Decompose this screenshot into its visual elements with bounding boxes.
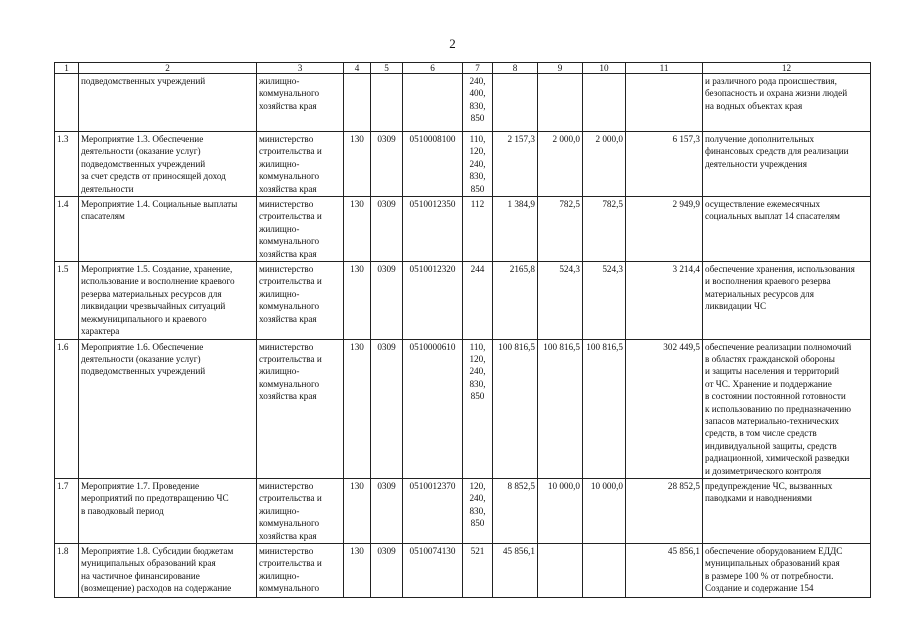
amount-year3: 2 000,0 — [583, 132, 626, 197]
section-code: 0309 — [371, 262, 403, 339]
column-number-row — [55, 63, 871, 74]
amount-total: 2 949,9 — [626, 197, 703, 262]
amount-year2: 2 000,0 — [538, 132, 583, 197]
amount-total: 3 214,4 — [626, 262, 703, 339]
expected-result: обеспечение оборудованием ЕДДС муниципальных образований края в размере 100 % от потребности. Создание и содержание 154 — [703, 544, 871, 598]
expense-type: 244 — [463, 262, 493, 339]
expected-result: осуществление ежемесячных социальных выплат 14 спасателям — [703, 197, 871, 262]
target-code: 0510012320 — [403, 262, 463, 339]
amount-total — [626, 74, 703, 132]
measure-name: подведомственных учреждений — [79, 74, 257, 132]
target-code: 0510074130 — [403, 544, 463, 598]
table-row — [55, 262, 871, 339]
grbs-code — [344, 74, 371, 132]
row-number: 1.4 — [55, 197, 79, 262]
section-code: 0309 — [371, 197, 403, 262]
grbs-code: 130 — [344, 544, 371, 598]
col-header: 4 — [344, 63, 371, 74]
grbs-code: 130 — [344, 262, 371, 339]
section-code: 0309 — [371, 339, 403, 478]
amount-year2 — [538, 544, 583, 598]
measure-name: Мероприятие 1.4. Социальные выплаты спасателям — [79, 197, 257, 262]
row-number: 1.6 — [55, 339, 79, 478]
amount-year2: 10 000,0 — [538, 478, 583, 543]
col-header: 3 — [257, 63, 344, 74]
col-header: 5 — [371, 63, 403, 74]
col-header: 8 — [493, 63, 538, 74]
amount-year2: 524,3 — [538, 262, 583, 339]
col-header: 10 — [583, 63, 626, 74]
measure-name: Мероприятие 1.7. Проведение мероприятий по предотвращению ЧС в паводковый период — [79, 478, 257, 543]
measure-name: Мероприятие 1.8. Субсидии бюджетам муниципальных образований края на частичное финансирование (возмещение) расходов на содержание — [79, 544, 257, 598]
amount-year1: 45 856,1 — [493, 544, 538, 598]
expense-type: 110, 120, 240, 830, 850 — [463, 339, 493, 478]
col-header: 9 — [538, 63, 583, 74]
measure-name: Мероприятие 1.3. Обеспечение деятельности (оказание услуг) подведомственных учреждений за счет средств от приносящей доход деятельности — [79, 132, 257, 197]
amount-year1: 1 384,9 — [493, 197, 538, 262]
executor: министерство строительства и жилищно- коммунального хозяйства края — [257, 478, 344, 543]
section-code: 0309 — [371, 544, 403, 598]
expected-result: предупреждение ЧС, вызванных паводками и наводнениями — [703, 478, 871, 543]
table-row — [55, 74, 871, 132]
executor: жилищно- коммунального хозяйства края — [257, 74, 344, 132]
target-code: 0510008100 — [403, 132, 463, 197]
target-code: 0510000610 — [403, 339, 463, 478]
col-header: 6 — [403, 63, 463, 74]
executor: министерство строительства и жилищно- коммунального хозяйства края — [257, 197, 344, 262]
amount-total: 302 449,5 — [626, 339, 703, 478]
col-header: 1 — [55, 63, 79, 74]
amount-year1: 2165,8 — [493, 262, 538, 339]
col-header: 12 — [703, 63, 871, 74]
program-table — [54, 62, 871, 598]
table-row — [55, 478, 871, 543]
grbs-code: 130 — [344, 478, 371, 543]
section-code — [371, 74, 403, 132]
executor: министерство строительства и жилищно- коммунального хозяйства края — [257, 262, 344, 339]
row-number: 1.3 — [55, 132, 79, 197]
row-number: 1.8 — [55, 544, 79, 598]
amount-year2: 100 816,5 — [538, 339, 583, 478]
executor: министерство строительства и жилищно- коммунального хозяйства края — [257, 339, 344, 478]
target-code: 0510012350 — [403, 197, 463, 262]
amount-year3: 10 000,0 — [583, 478, 626, 543]
expense-type: 120, 240, 830, 850 — [463, 478, 493, 543]
amount-year3: 100 816,5 — [583, 339, 626, 478]
amount-year1: 8 852,5 — [493, 478, 538, 543]
expected-result: и различного рода происшествия, безопасность и охрана жизни людей на водных объектах края — [703, 74, 871, 132]
expense-type: 112 — [463, 197, 493, 262]
measure-name: Мероприятие 1.5. Создание, хранение, использование и восполнение краевого резерва материальных ресурсов для ликвидации чрезвычайных ситуаций межмуниципального и краевого характера — [79, 262, 257, 339]
table-row — [55, 197, 871, 262]
row-number: 1.5 — [55, 262, 79, 339]
expense-type: 240, 400, 830, 850 — [463, 74, 493, 132]
amount-year1: 2 157,3 — [493, 132, 538, 197]
col-header: 2 — [79, 63, 257, 74]
row-number: 1.7 — [55, 478, 79, 543]
amount-year2 — [538, 74, 583, 132]
amount-year3: 524,3 — [583, 262, 626, 339]
page-number: 2 — [449, 36, 456, 51]
section-code: 0309 — [371, 478, 403, 543]
target-code: 0510012370 — [403, 478, 463, 543]
amount-year1 — [493, 74, 538, 132]
target-code — [403, 74, 463, 132]
amount-year1: 100 816,5 — [493, 339, 538, 478]
expense-type: 110, 120, 240, 830, 850 — [463, 132, 493, 197]
expected-result: получение дополнительных финансовых средств для реализации деятельности учреждения — [703, 132, 871, 197]
table-row — [55, 339, 871, 478]
grbs-code: 130 — [344, 132, 371, 197]
expense-type: 521 — [463, 544, 493, 598]
col-header: 7 — [463, 63, 493, 74]
expected-result: обеспечение реализации полномочий в областях гражданской обороны и защиты населения и территорий от ЧС. Хранение и поддержание в состоянии постоянной готовности к использованию по предназначению запасов материально-технических средств, в том числе средств индивидуальной защиты, средств радиационной, химической разведки и дозиметрического контроля — [703, 339, 871, 478]
table-row — [55, 544, 871, 598]
table-row — [55, 132, 871, 197]
grbs-code: 130 — [344, 339, 371, 478]
expected-result: обеспечение хранения, использования и восполнения краевого резерва материальных ресурсов для ликвидации ЧС — [703, 262, 871, 339]
amount-year3 — [583, 544, 626, 598]
executor: министерство строительства и жилищно- коммунального — [257, 544, 344, 598]
section-code: 0309 — [371, 132, 403, 197]
amount-year3: 782,5 — [583, 197, 626, 262]
row-number — [55, 74, 79, 132]
amount-year3 — [583, 74, 626, 132]
amount-total: 28 852,5 — [626, 478, 703, 543]
measure-name: Мероприятие 1.6. Обеспечение деятельности (оказание услуг) подведомственных учреждений — [79, 339, 257, 478]
amount-total: 6 157,3 — [626, 132, 703, 197]
col-header: 11 — [626, 63, 703, 74]
amount-total: 45 856,1 — [626, 544, 703, 598]
amount-year2: 782,5 — [538, 197, 583, 262]
executor: министерство строительства и жилищно- коммунального хозяйства края — [257, 132, 344, 197]
grbs-code: 130 — [344, 197, 371, 262]
